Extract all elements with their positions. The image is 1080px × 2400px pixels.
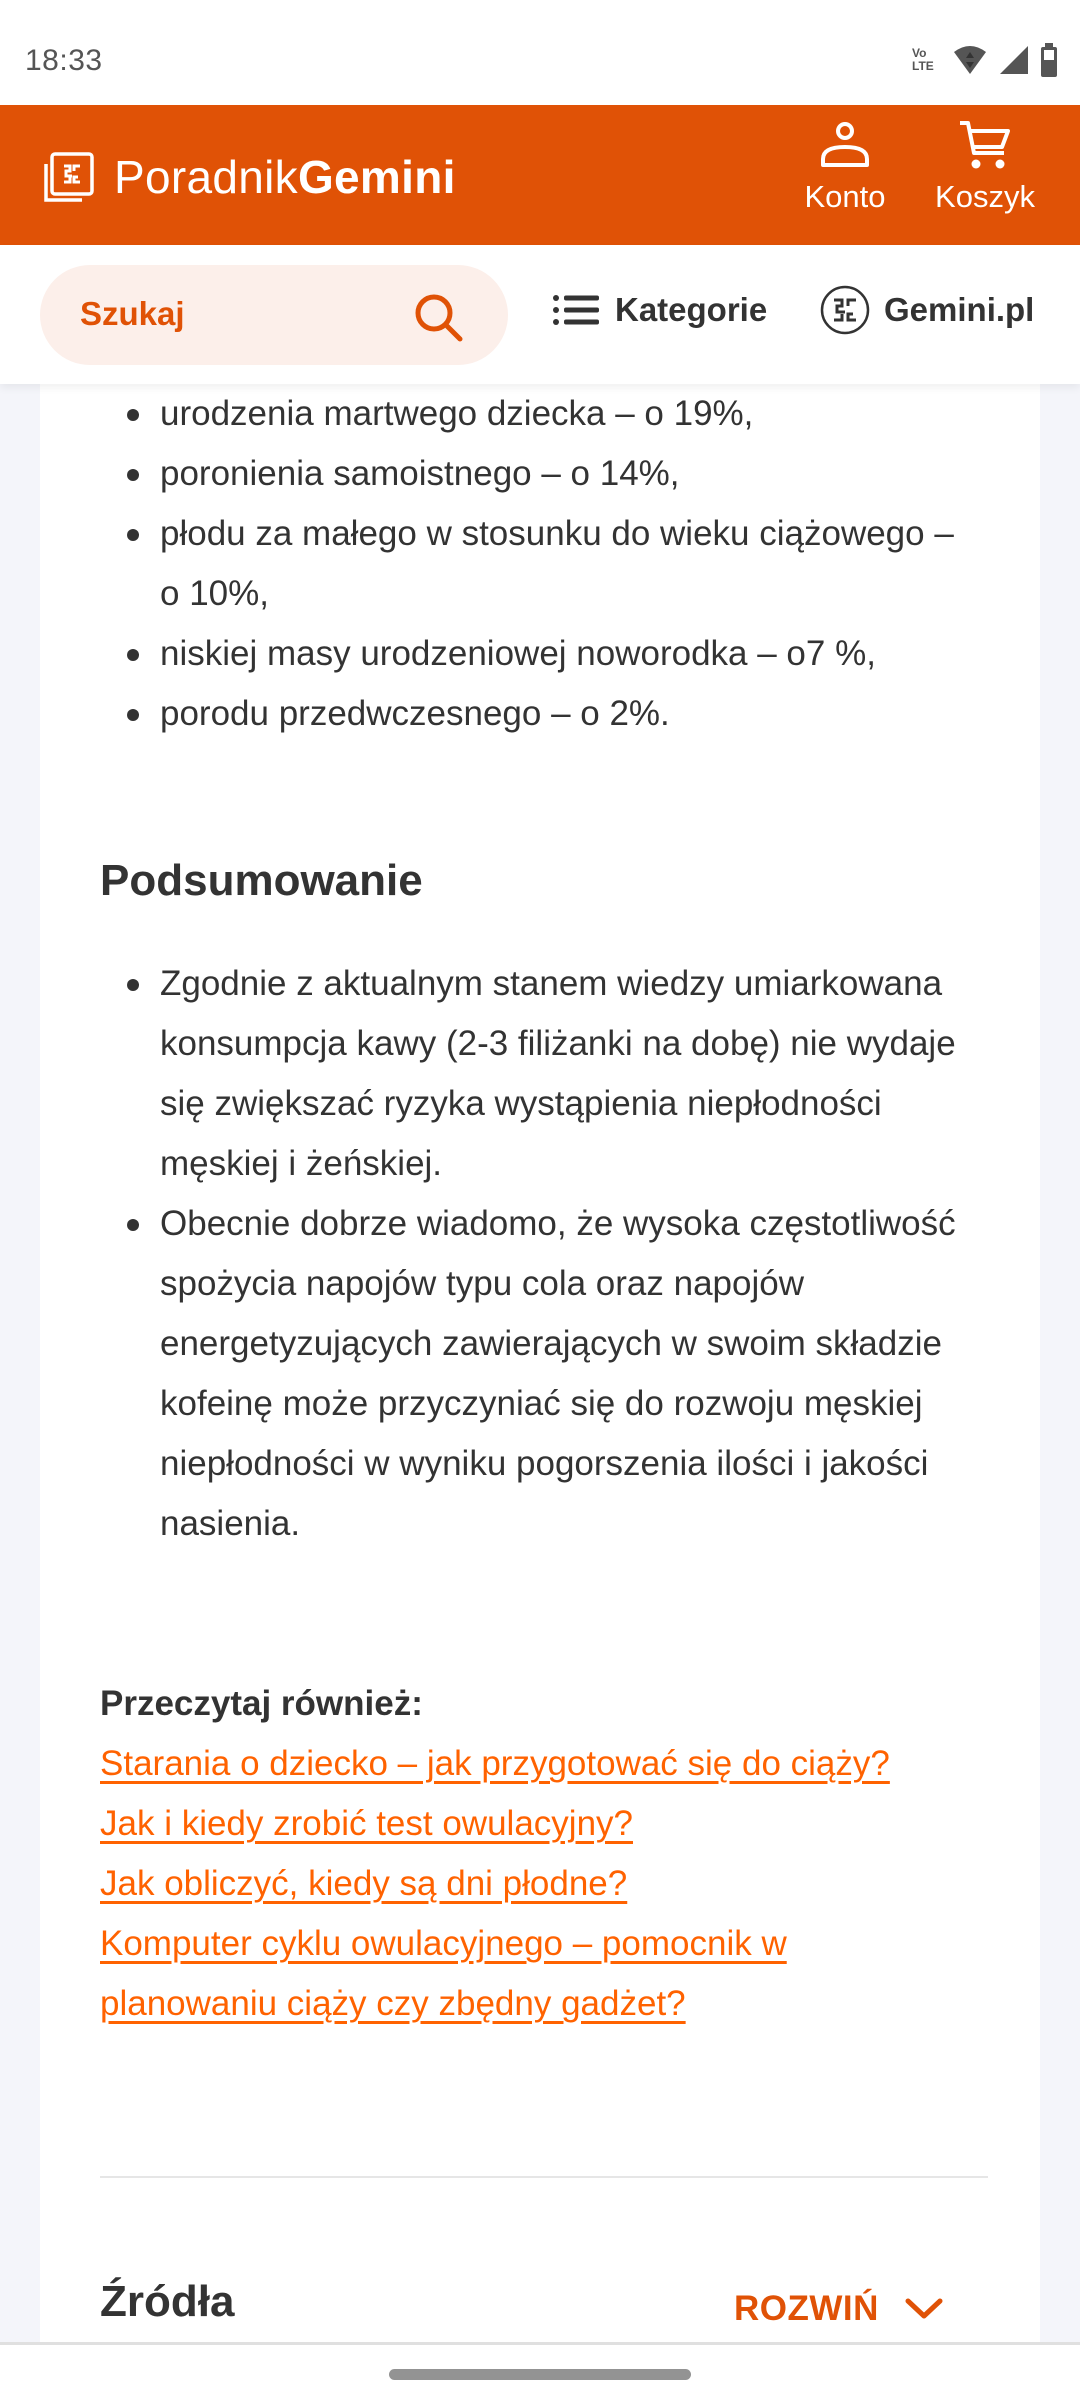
- cart-label: Koszyk: [935, 179, 1035, 214]
- wifi-icon: [952, 44, 988, 76]
- list-item: porodu przedwczesnego – o 2%.: [100, 684, 980, 744]
- risk-list: [100, 384, 980, 744]
- signal-icon: [998, 44, 1030, 76]
- battery-icon: [1040, 43, 1058, 77]
- read-also-link[interactable]: Jak obliczyć, kiedy są dni płodne?: [100, 1864, 628, 1903]
- read-also-link[interactable]: Komputer cyklu owulacyjnego – pomocnik w planowaniu ciąży czy zbędny gadżet?: [100, 1924, 787, 2023]
- system-navigation-bar: [0, 2342, 1080, 2400]
- expand-label: ROZWIŃ: [734, 2289, 879, 2328]
- list-item: urodzenia martwego dziecka – o 19%,: [100, 384, 980, 444]
- gemini-logo-icon: [820, 285, 870, 335]
- chevron-down-icon: [905, 2297, 943, 2321]
- list-item: płodu za małego w stosunku do wieku ciążowego – o 10%,: [100, 504, 980, 624]
- categories-button[interactable]: [553, 285, 767, 335]
- logo-text: [114, 150, 456, 204]
- status-time: 18:33: [25, 44, 103, 77]
- status-icons: [912, 42, 1058, 78]
- gemini-shop-link[interactable]: [820, 285, 1034, 335]
- list-icon: [553, 294, 599, 326]
- list-item: Obecnie dobrze wiadomo, że wysoka częstotliwość spożycia napojów typu cola oraz napojów energetyzujących zawierających w swoim składzie kofeinę może przyczyniać się do rozwoju męskiej niepłodności w wyniku pogorszenia ilości i jakości nasienia.: [100, 1194, 980, 1554]
- summary-heading: Podsumowanie: [100, 856, 423, 905]
- section-divider: [100, 2176, 988, 2178]
- volte-line1: Vo: [912, 46, 927, 60]
- user-icon: [819, 119, 871, 171]
- gemini-shop-label: Gemini.pl: [884, 291, 1035, 328]
- account-label: Konto: [804, 179, 886, 214]
- cart-button[interactable]: [925, 119, 1045, 231]
- article-card: [40, 384, 1040, 2342]
- read-also-links: [100, 1734, 930, 2034]
- volte-line2: LTE: [912, 59, 934, 73]
- site-logo[interactable]: [42, 149, 456, 205]
- home-gesture-handle[interactable]: [389, 2369, 691, 2380]
- cart-icon: [958, 119, 1012, 171]
- sources-title: Źródła: [100, 2277, 235, 2326]
- read-also-link[interactable]: Jak i kiedy zrobić test owulacyjny?: [100, 1804, 633, 1843]
- logo-icon: [42, 150, 96, 204]
- logo-text-light: Poradnik: [114, 151, 298, 203]
- read-also-link[interactable]: Starania o dziecko – jak przygotować się do ciąży?: [100, 1744, 890, 1783]
- status-bar: [0, 0, 1080, 105]
- expand-sources-button[interactable]: [734, 2284, 943, 2334]
- summary-list: [100, 954, 980, 1554]
- categories-label: Kategorie: [615, 291, 768, 328]
- list-item: poronienia samoistnego – o 14%,: [100, 444, 980, 504]
- search-placeholder: Szukaj: [80, 295, 185, 332]
- read-also-title: Przeczytaj również:: [100, 1684, 423, 1723]
- search-icon[interactable]: [412, 291, 468, 347]
- list-item: Zgodnie z aktualnym stanem wiedzy umiarkowana konsumpcja kawy (2-3 filiżanki na dobę) nie wydaje się zwiększać ryzyka wystąpienia niepłodności męskiej i żeńskiej.: [100, 954, 980, 1194]
- list-item: niskiej masy urodzeniowej noworodka – o7 %,: [100, 624, 980, 684]
- search-input[interactable]: [40, 265, 508, 365]
- logo-text-bold: Gemini: [297, 151, 456, 203]
- top-app-bar: [0, 105, 1080, 245]
- account-button[interactable]: [785, 119, 905, 231]
- volte-icon: [912, 47, 942, 73]
- search-row: [0, 245, 1080, 384]
